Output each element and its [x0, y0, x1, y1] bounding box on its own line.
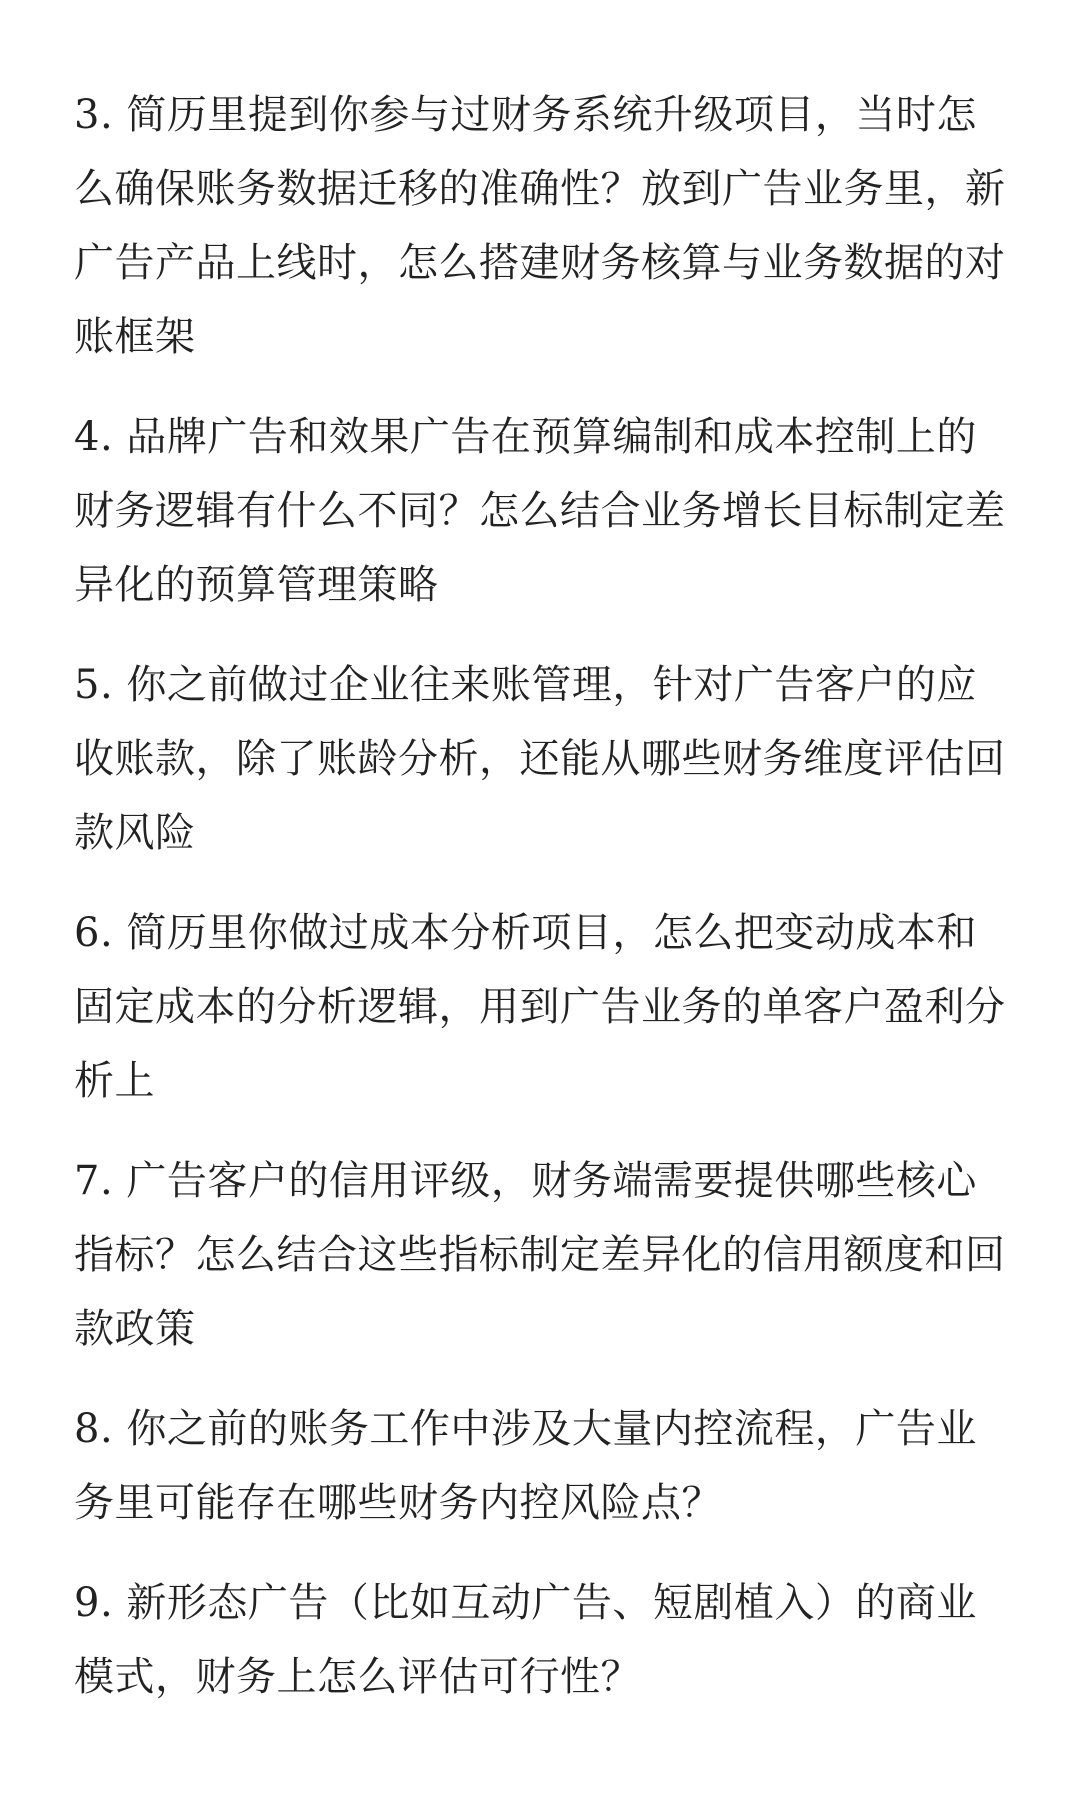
question-5: 5. 你之前做过企业往来账管理，针对广告客户的应收账款，除了账龄分析，还能从哪些财务维度评估回款风险 — [74, 662, 1006, 856]
question-4: 4. 品牌广告和效果广告在预算编制和成本控制上的财务逻辑有什么不同？怎么结合业务增长目标制定差异化的预算管理策略 — [74, 414, 1006, 608]
question-8: 8. 你之前的账务工作中涉及大量内控流程，广告业务里可能存在哪些财务内控风险点？ — [74, 1406, 977, 1526]
question-3: 3. 简历里提到你参与过财务系统升级项目，当时怎么确保账务数据迁移的准确性？放到广告业务里，新广告产品上线时，怎么搭建财务核算与业务数据的对账框架 — [74, 92, 1006, 360]
question-list — [74, 78, 1014, 1714]
question-9: 9. 新形态广告（比如互动广告、短剧植入）的商业模式，财务上怎么评估可行性？ — [74, 1580, 977, 1700]
question-7: 7. 广告客户的信用评级，财务端需要提供哪些核心指标？怎么结合这些指标制定差异化的信用额度和回款政策 — [74, 1158, 1006, 1352]
question-6: 6. 简历里你做过成本分析项目，怎么把变动成本和固定成本的分析逻辑，用到广告业务的单客户盈利分析上 — [74, 910, 1006, 1104]
